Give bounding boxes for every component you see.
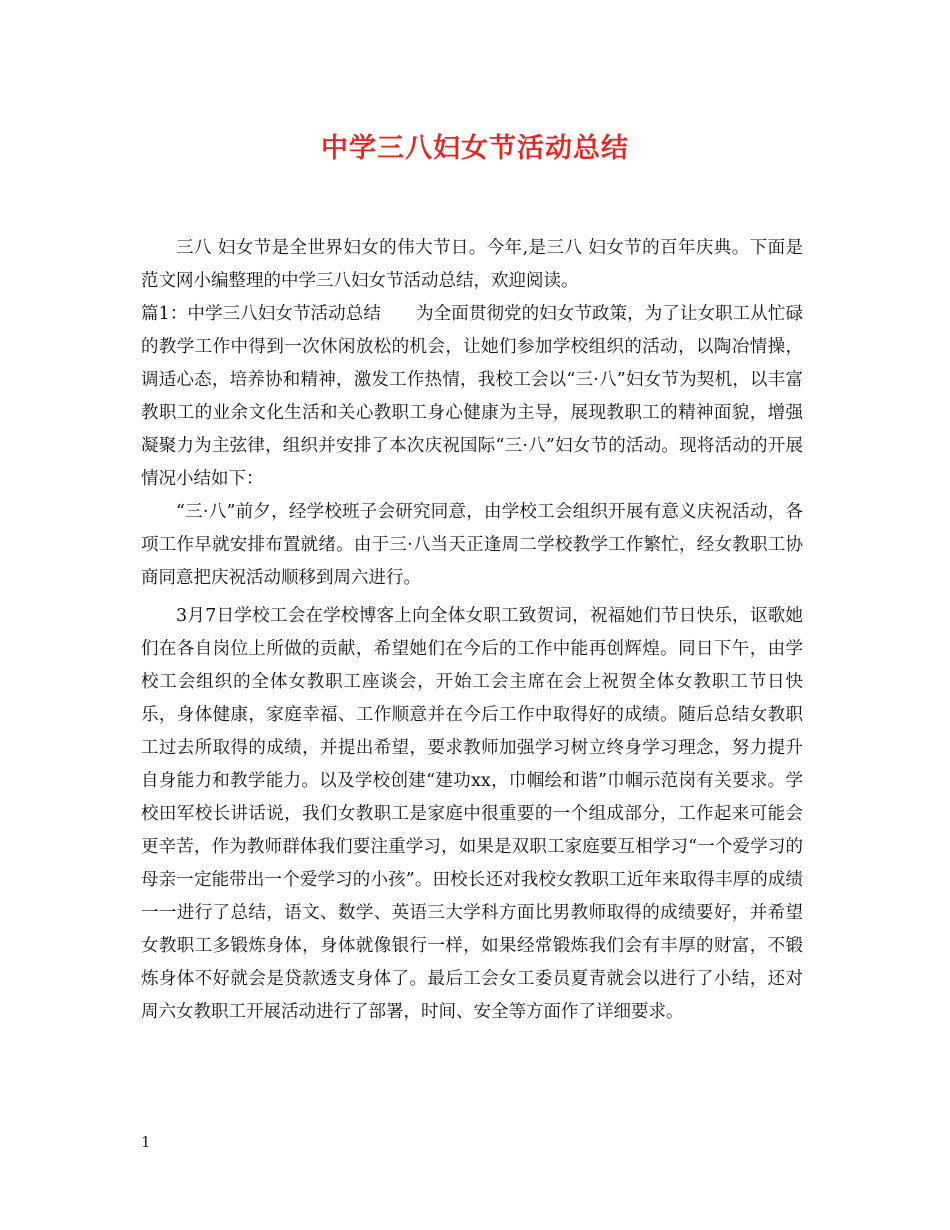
section-heading-paragraph: 篇1：中学三八妇女节活动总结 为全面贯彻党的妇女节政策，为了让女职工从忙碌的教学工作中得到一次休闲放松的机会，让她们参加学校组织的活动，以陶冶情操，调适心态，培养协和精神，激发工作热情，我校工会以“三·八”妇女节为契机，以丰富教职工的业余文化生活和关心教职工身心健康为主导，展现教职工的精神面貌，增强凝聚力为主弦律，组织并安排了本次庆祝国际“三·八”妇女节的活动。现将活动的开展情况小结如下： xyxy=(141,304,803,489)
document-body xyxy=(141,232,803,1029)
body-paragraph-activities: 3月7日学校工会在学校博客上向全体女职工致贺词，祝福她们节日快乐，讴歌她们在各自岗位上所做的贡献，希望她们在今后的工作中能再创辉煌。同日下午，由学校工会组织的全体女教职工座谈会，开始工会主席在会上祝贺全体女教职工节日快乐，身体健康，家庭幸福、工作顺意并在今后工作中取得好的成绩。随后总结女教职工过去所取得的成绩，并提出希望，要求教师加强学习树立终身学习理念，努力提升自身能力和教学能力。以及学校创建“建功xx，巾帼绘和谐”巾帼示范岗有关要求。学校田军校长讲话说，我们女教职工是家庭中很重要的一个组成部分，工作起来可能会更辛苦，作为教师群体我们要注重学习，如果是双职工家庭要互相学习“一个爱学习的母亲一定能带出一个爱学习的小孩”。田校长还对我校女教职工近年来取得丰厚的成绩一一进行了总结，语文、数学、英语三大学科方面比男教师取得的成绩要好，并希望女教职工多锻炼身体，身体就像银行一样，如果经常锻炼我们会有丰厚的财富，不锻炼身体不好就会是贷款透支身体了。最后工会女工委员夏青就会以进行了小结，还对周六女教职工开展活动进行了部署，时间、安全等方面作了详细要求。 xyxy=(141,606,803,1022)
document-title: 中学三八妇女节活动总结 xyxy=(321,133,629,164)
page-number: 1 xyxy=(141,1133,151,1151)
intro-paragraph: 三八 妇女节是全世界妇女的伟大节日。今年,是三八 妇女节的百年庆典。下面是范文网小编整理的中学三八妇女节活动总结，欢迎阅读。 xyxy=(141,238,803,291)
body-paragraph-preparation: “三·八”前夕，经学校班子会研究同意，由学校工会组织开展有意义庆祝活动，各项工作早就安排布置就绪。由于三·八当天正逢周二学校教学工作繁忙，经女教职工协商同意把庆祝活动顺移到周六进行。 xyxy=(141,502,803,588)
